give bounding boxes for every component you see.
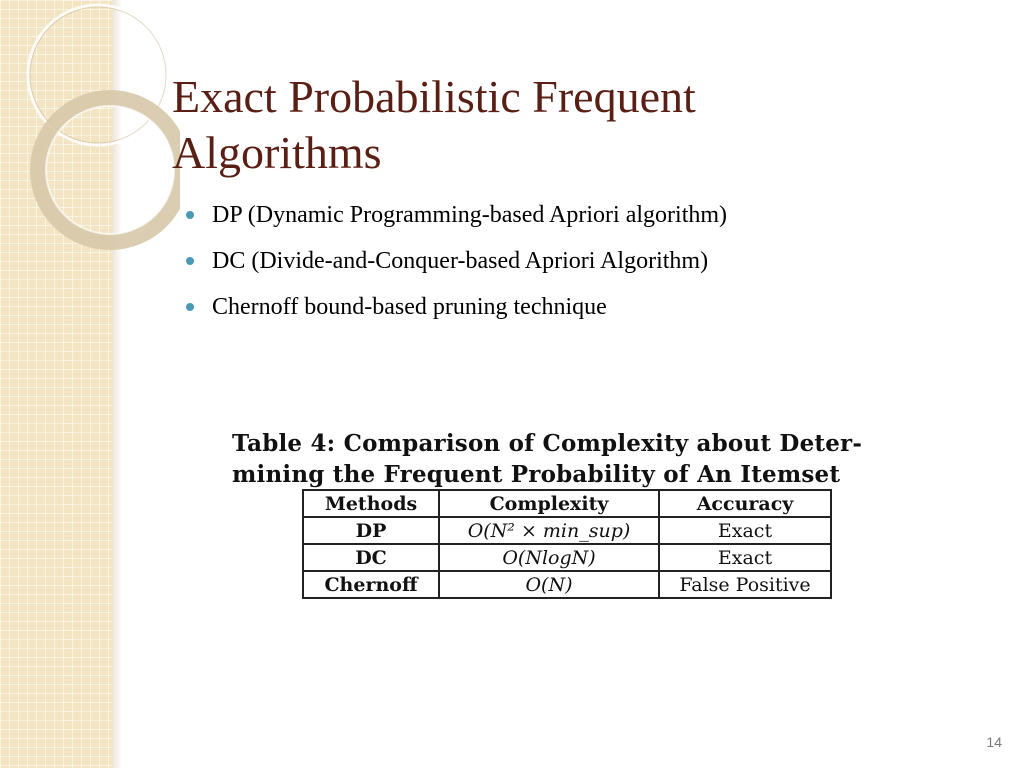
caption-line: Table 4: Comparison of Complexity about Deter- <box>232 430 863 457</box>
table-caption <box>232 428 922 490</box>
bullet-text: Chernoff bound-based pruning technique <box>212 294 607 320</box>
complexity-cell: O(NlogN) <box>439 544 659 571</box>
decorative-circles <box>0 0 180 768</box>
accuracy-cell: False Positive <box>659 571 831 598</box>
bullet-dot-icon <box>186 303 194 311</box>
complexity-cell: O(N) <box>439 571 659 598</box>
complexity-cell: O(N² × min_sup) <box>439 517 659 544</box>
method-cell: DP <box>303 517 439 544</box>
bullet-dot-icon <box>186 257 194 265</box>
header-methods: Methods <box>303 490 439 517</box>
bullet-item <box>186 192 727 238</box>
bullet-text: DP (Dynamic Programming-based Apriori algorithm) <box>212 202 728 228</box>
table-row <box>303 571 831 598</box>
complexity-table <box>302 489 832 599</box>
bullet-item <box>186 284 727 330</box>
method-cell: DC <box>303 544 439 571</box>
table-row <box>303 544 831 571</box>
title-line: Exact Probabilistic Frequent <box>172 70 696 122</box>
header-accuracy: Accuracy <box>659 490 831 517</box>
accuracy-cell: Exact <box>659 544 831 571</box>
table-row <box>303 517 831 544</box>
table-header-row <box>303 490 831 517</box>
title-line: Algorithms <box>172 126 382 178</box>
page-number: 14 <box>986 734 1002 750</box>
method-cell: Chernoff <box>303 571 439 598</box>
caption-line: mining the Frequent Probability of An Itemset <box>232 461 841 488</box>
bullet-item <box>186 238 727 284</box>
bullet-text: DC (Divide-and-Conquer-based Apriori Algorithm) <box>212 248 709 274</box>
bullet-dot-icon <box>186 211 194 219</box>
bullet-list <box>186 192 727 330</box>
accuracy-cell: Exact <box>659 517 831 544</box>
header-complexity: Complexity <box>439 490 659 517</box>
slide-title <box>172 69 972 181</box>
